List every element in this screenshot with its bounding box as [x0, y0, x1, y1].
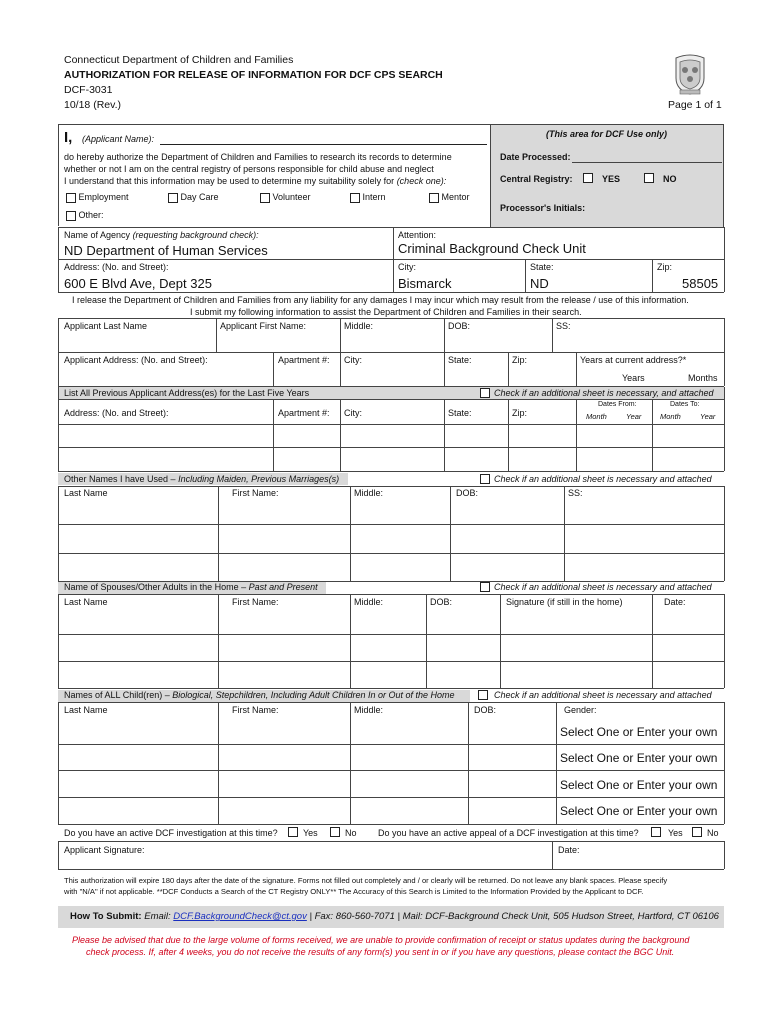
- child-first-name-label: First Name:: [232, 705, 279, 715]
- dates-from-label: Dates From:: [598, 401, 637, 408]
- form-title: AUTHORIZATION FOR RELEASE OF INFORMATION FOR DCF CPS SEARCH: [64, 69, 443, 81]
- dcf-use-title: (This area for DCF Use only): [546, 129, 668, 139]
- child-dob-label: DOB:: [474, 705, 497, 715]
- children-checkbox[interactable]: [478, 690, 488, 700]
- agency-address-label: Address: (No. and Street):: [64, 262, 169, 272]
- applicant-zip-label: Zip:: [512, 355, 528, 365]
- submit-line: How To Submit: Email: DCF.BackgroundCheck@ct.gov | Fax: 860-560-7071 | Mail: DCF-Background Check Unit, 505 Hudson Street, Hartford, CT 06106: [70, 911, 719, 922]
- investigation-question: Do you have an active DCF investigation at this time?: [64, 828, 278, 838]
- to-year-label: Year: [700, 412, 716, 421]
- central-registry-label: Central Registry:: [500, 174, 573, 184]
- intern-checkbox[interactable]: [350, 193, 360, 203]
- registry-no-checkbox[interactable]: [644, 173, 654, 183]
- applicant-state-label: State:: [448, 355, 472, 365]
- mentor-checkbox[interactable]: [429, 193, 439, 203]
- applicant-name-field[interactable]: [160, 144, 487, 145]
- child-gender-select-2[interactable]: Select One or Enter your own: [560, 751, 718, 765]
- applicant-city-label: City:: [344, 355, 362, 365]
- applicant-address-label: Applicant Address: (No. and Street):: [64, 355, 208, 365]
- other-checkbox[interactable]: [66, 211, 76, 221]
- option-volunteer[interactable]: Volunteer: [260, 192, 311, 203]
- authorize-line-3: I understand that this information may be used to determine my suitability solely for (check one):: [64, 176, 447, 186]
- i-label: I,: [64, 129, 73, 146]
- agency-city-label: City:: [398, 262, 416, 272]
- other-dob-label: DOB:: [456, 488, 479, 498]
- prev-addresses-check-label: Check if an additional sheet is necessary, and attached: [494, 388, 714, 398]
- processor-initials-label: Processor's Initials:: [500, 203, 586, 213]
- applicant-last-name-label: Applicant Last Name: [64, 321, 148, 331]
- spouse-signature-label: Signature (if still in the home): [506, 597, 623, 607]
- option-day-care[interactable]: Day Care: [168, 192, 219, 203]
- notice-line-1: This authorization will expire 180 days after the date of the signature. Forms not filled out completely and / or clearly will be returned. Do not leave any blank spaces. Please specify: [64, 876, 668, 885]
- spouses-checkbox[interactable]: [480, 582, 490, 592]
- applicant-apartment-label: Apartment #:: [278, 355, 330, 365]
- agency-zip-label: Zip:: [657, 262, 673, 272]
- years-label: Years: [622, 373, 645, 383]
- option-employment[interactable]: Employment: [66, 192, 129, 203]
- agency-name: Connecticut Department of Children and Families: [64, 54, 294, 66]
- appeal-yes-checkbox[interactable]: [651, 827, 661, 837]
- other-names-title: Other Names I have Used – Including Maiden, Previous Marriages(s): [64, 474, 340, 484]
- appeal-no-checkbox[interactable]: [692, 827, 702, 837]
- agency-state-label: State:: [530, 262, 554, 272]
- option-intern[interactable]: Intern: [350, 192, 386, 203]
- prev-addresses-title: List All Previous Applicant Address(es) for the Last Five Years: [64, 388, 310, 398]
- agency-zip-value[interactable]: 58505: [682, 276, 719, 291]
- spouse-middle-label: Middle:: [354, 597, 384, 607]
- email-link[interactable]: DCF.BackgroundCheck@ct.gov: [173, 911, 307, 922]
- notice-line-2: with "N/A" if not applicable. **DCF Conducts a Search of the CT Registry ONLY** The Accuracy of this Search is Limited to the Information Provided by the Applicant to DCF.: [64, 887, 644, 896]
- appeal-no-label: No: [707, 828, 719, 838]
- appeal-question: Do you have an active appeal of a DCF investigation at this time?: [378, 828, 639, 838]
- spouses-title: Name of Spouses/Other Adults in the Home – Past and Present: [64, 582, 318, 592]
- investigation-no-checkbox[interactable]: [330, 827, 340, 837]
- signature-label: Applicant Signature:: [64, 845, 145, 855]
- children-check-label: Check if an additional sheet is necessary and attached: [494, 690, 712, 700]
- child-gender-select-3[interactable]: Select One or Enter your own: [560, 778, 718, 792]
- agency-address-value[interactable]: 600 E Blvd Ave, Dept 325: [64, 276, 212, 291]
- authorize-line-1: do hereby authorize the Department of Children and Families to research its records to determine: [64, 152, 452, 162]
- spouse-dob-label: DOB:: [430, 597, 453, 607]
- registry-yes-checkbox[interactable]: [583, 173, 593, 183]
- attention-value[interactable]: Criminal Background Check Unit: [398, 241, 586, 256]
- date-processed-label: Date Processed:: [500, 152, 571, 162]
- prev-address-label: Address: (No. and Street):: [64, 408, 169, 418]
- other-middle-label: Middle:: [354, 488, 384, 498]
- investigation-yes-label: Yes: [303, 828, 318, 838]
- applicant-middle-label: Middle:: [344, 321, 374, 331]
- attention-label: Attention:: [398, 230, 437, 240]
- spouses-check-label: Check if an additional sheet is necessary and attached: [494, 582, 712, 592]
- other-ss-label: SS:: [568, 488, 583, 498]
- employment-checkbox[interactable]: [66, 193, 76, 203]
- advisory-line-1: Please be advised that due to the large volume of forms received, we are unable to provide confirmation of receipt or status updates during the background: [72, 935, 690, 945]
- prev-apartment-label: Apartment #:: [278, 408, 330, 418]
- applicant-name-label: (Applicant Name):: [82, 134, 155, 144]
- other-first-name-label: First Name:: [232, 488, 279, 498]
- child-gender-select-1[interactable]: Select One or Enter your own: [560, 725, 718, 739]
- investigation-yes-checkbox[interactable]: [288, 827, 298, 837]
- authorize-line-2: whether or not I am on the central registry of persons responsible for child abuse and neglect: [64, 164, 434, 174]
- spouse-date-label: Date:: [664, 597, 686, 607]
- prev-zip-label: Zip:: [512, 408, 528, 418]
- child-gender-label: Gender:: [564, 705, 597, 715]
- state-seal: [668, 52, 712, 96]
- prev-city-label: City:: [344, 408, 362, 418]
- signature-field[interactable]: [64, 850, 548, 868]
- applicant-first-name-label: Applicant First Name:: [220, 321, 307, 331]
- page-number: Page 1 of 1: [668, 99, 722, 111]
- child-gender-select-4[interactable]: Select One or Enter your own: [560, 804, 718, 818]
- prev-state-label: State:: [448, 408, 472, 418]
- release-line-2: I submit my following information to assist the Department of Children and Families in their search.: [190, 307, 582, 317]
- appeal-yes-label: Yes: [668, 828, 683, 838]
- spouse-first-name-label: First Name:: [232, 597, 279, 607]
- registry-yes-label: YES: [602, 174, 621, 184]
- applicant-dob-label: DOB:: [448, 321, 471, 331]
- applicant-ss-label: SS:: [556, 321, 571, 331]
- from-year-label: Year: [626, 412, 642, 421]
- volunteer-checkbox[interactable]: [260, 193, 270, 203]
- registry-no-label: NO: [663, 174, 677, 184]
- other-names-check-label: Check if an additional sheet is necessary and attached: [494, 474, 712, 484]
- spouse-last-name-label: Last Name: [64, 597, 108, 607]
- agency-name-value[interactable]: ND Department of Human Services: [64, 243, 268, 258]
- day-care-checkbox[interactable]: [168, 193, 178, 203]
- form-revision: 10/18 (Rev.): [64, 99, 121, 111]
- children-title: Names of ALL Child(ren) – Biological, Stepchildren, Including Adult Children In or Out of the Home: [64, 690, 455, 700]
- months-label: Months: [688, 373, 718, 383]
- child-last-name-label: Last Name: [64, 705, 108, 715]
- years-at-address-label: Years at current address?*: [580, 355, 687, 365]
- option-other[interactable]: Other:: [66, 210, 104, 221]
- dates-to-label: Dates To:: [670, 401, 700, 408]
- other-names-checkbox[interactable]: [480, 474, 490, 484]
- form-number: DCF-3031: [64, 84, 113, 96]
- from-month-label: Month: [586, 412, 607, 421]
- other-last-name-label: Last Name: [64, 488, 108, 498]
- release-line-1: I release the Department of Children and Families from any liability for any damages I may incur which may result from the release / use of this information.: [72, 295, 689, 305]
- prev-addresses-checkbox[interactable]: [480, 388, 490, 398]
- signature-date-label: Date:: [558, 845, 580, 855]
- advisory-line-2: check process. If, after 4 weeks, you do not receive the results of any form(s) you sent in or if you have any questions, please contact the BGC Unit.: [86, 947, 675, 957]
- agency-name-label: Name of Agency (requesting background check):: [64, 230, 259, 240]
- agency-city-value[interactable]: Bismarck: [398, 276, 452, 291]
- child-middle-label: Middle:: [354, 705, 384, 715]
- investigation-no-label: No: [345, 828, 357, 838]
- agency-state-value[interactable]: ND: [530, 276, 549, 291]
- to-month-label: Month: [660, 412, 681, 421]
- option-mentor[interactable]: Mentor: [429, 192, 470, 203]
